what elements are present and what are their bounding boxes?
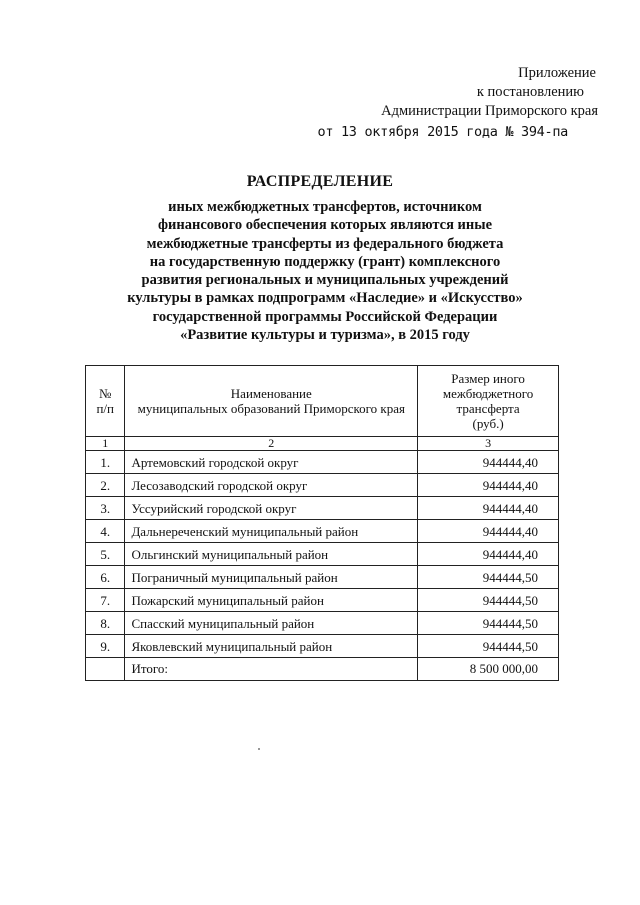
total-label: Итого:	[125, 658, 418, 681]
table-row	[86, 543, 559, 566]
row-municipality: Артемовский городской округ	[125, 451, 418, 474]
row-amount: 944444,40	[418, 497, 559, 520]
total-row	[86, 658, 559, 681]
issuing-authority: Администрации Приморского края	[381, 103, 598, 119]
table-header-row	[86, 366, 559, 437]
distribution-table	[85, 365, 559, 681]
total-number-empty	[86, 658, 125, 681]
row-number: 3.	[86, 497, 125, 520]
column-index-3: 3	[418, 437, 559, 451]
row-municipality: Пожарский муниципальный район	[125, 589, 418, 612]
header-number-symbol: №	[99, 386, 112, 401]
row-municipality: Лесозаводский городской округ	[125, 474, 418, 497]
row-amount: 944444,40	[418, 520, 559, 543]
table-row	[86, 612, 559, 635]
row-amount: 944444,40	[418, 451, 559, 474]
row-amount: 944444,40	[418, 543, 559, 566]
header-number	[86, 366, 125, 437]
row-number: 2.	[86, 474, 125, 497]
row-amount: 944444,50	[418, 635, 559, 658]
header-number-abbr: п/п	[96, 401, 114, 416]
row-municipality: Уссурийский городской округ	[125, 497, 418, 520]
row-number: 8.	[86, 612, 125, 635]
row-number: 1.	[86, 451, 125, 474]
header-amount: Размер иного межбюджетного трансферта (руб.)	[418, 366, 559, 437]
table-row	[86, 451, 559, 474]
row-municipality: Дальнереченский муниципальный район	[125, 520, 418, 543]
appendix-label: Приложение	[518, 65, 596, 81]
row-municipality: Спасский муниципальный район	[125, 612, 418, 635]
row-amount: 944444,40	[418, 474, 559, 497]
row-number: 7.	[86, 589, 125, 612]
scan-speck	[258, 748, 260, 750]
resolution-reference: к постановлению	[476, 84, 584, 100]
row-amount: 944444,50	[418, 566, 559, 589]
row-municipality: Яковлевский муниципальный район	[125, 635, 418, 658]
document-header	[318, 64, 599, 142]
table-row	[86, 566, 559, 589]
row-amount: 944444,50	[418, 612, 559, 635]
table-row	[86, 635, 559, 658]
table-row	[86, 589, 559, 612]
row-number: 4.	[86, 520, 125, 543]
document-subtitle: иных межбюджетных трансфертов, источником финансового обеспечения которых являются иные межбюджетные трансферты из федерального бюджета на государственную поддержку (грант) комплексного развития региональных и муниципальных учреждений культуры в рамках подпрограмм «Наследие» и «Искусство» государственной программы Российской Федерации «Развитие культуры и туризма», в 2015 году	[127, 199, 523, 344]
total-amount: 8 500 000,00	[418, 658, 559, 681]
row-municipality: Пограничный муниципальный район	[125, 566, 418, 589]
table-row	[86, 520, 559, 543]
row-number: 9.	[86, 635, 125, 658]
document-title: РАСПРЕДЕЛЕНИЕ	[246, 173, 394, 190]
row-number: 5.	[86, 543, 125, 566]
header-name: Наименование муниципальных образований Приморского края	[125, 366, 418, 437]
table-row	[86, 497, 559, 520]
row-number: 6.	[86, 566, 125, 589]
table-row	[86, 474, 559, 497]
row-municipality: Ольгинский муниципальный район	[125, 543, 418, 566]
column-index-row	[86, 437, 559, 451]
column-index-1: 1	[86, 437, 125, 451]
resolution-date-number: от 13 октября 2015 года № 394-па	[317, 124, 568, 140]
row-amount: 944444,50	[418, 589, 559, 612]
column-index-2: 2	[125, 437, 418, 451]
